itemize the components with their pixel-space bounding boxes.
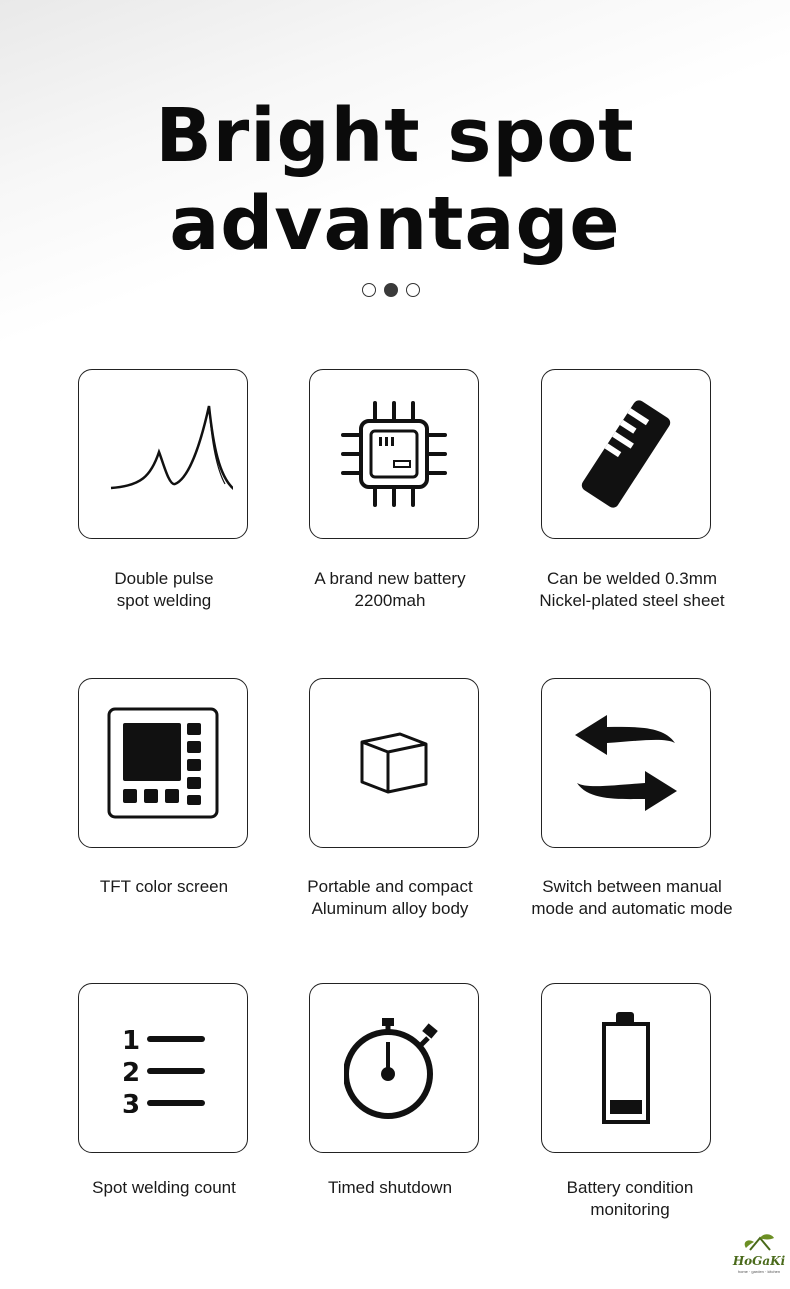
feature-card-spot-count — [78, 983, 248, 1153]
battery-low-icon — [596, 1010, 656, 1126]
caption-line: TFT color screen — [99, 877, 229, 896]
svg-text:2: 2 — [122, 1058, 141, 1088]
tft-screen-icon — [107, 707, 219, 819]
svg-text:1: 1 — [122, 1026, 141, 1056]
feature-caption-battery — [270, 568, 510, 612]
headline-line-1: Bright spot — [155, 93, 635, 179]
headline-line-2: advantage — [169, 181, 621, 267]
feature-card-battery — [309, 369, 479, 539]
feature-card-cube — [309, 678, 479, 848]
feature-caption-spot-count — [44, 1177, 284, 1199]
feature-card-timed-shutdown — [309, 983, 479, 1153]
carousel-pager — [362, 283, 420, 297]
feature-caption-battery-monitor — [510, 1177, 750, 1221]
feature-caption-tft-screen — [44, 876, 284, 898]
feature-card-battery-monitor — [541, 983, 711, 1153]
logo-brand-text: HoGaKi — [732, 1254, 786, 1268]
feature-card-ruler — [541, 369, 711, 539]
caption-line: spot welding — [116, 591, 212, 610]
caption-line: Nickel-plated steel sheet — [539, 591, 725, 610]
caption-line: Double pulse — [114, 569, 214, 588]
page-headline — [0, 92, 790, 268]
feature-caption-switch-mode — [512, 876, 752, 920]
caption-line: Timed shutdown — [327, 1178, 453, 1197]
stopwatch-icon — [344, 1016, 444, 1120]
feature-caption-ruler — [512, 568, 752, 612]
caption-line: 2200mah — [354, 591, 426, 610]
pager-dot[interactable] — [406, 283, 420, 297]
leaf-house-icon — [730, 1232, 788, 1254]
ruler-icon — [571, 399, 681, 509]
brand-logo — [730, 1232, 788, 1278]
caption-line: Aluminum alloy body — [311, 899, 469, 918]
caption-line: Can be welded 0.3mm — [546, 569, 718, 588]
cube-icon — [358, 730, 430, 796]
caption-line: A brand new battery — [314, 569, 466, 588]
svg-text:3: 3 — [122, 1090, 141, 1113]
caption-line: Switch between manual — [542, 877, 722, 896]
feature-card-tft-screen — [78, 678, 248, 848]
caption-line: Spot welding count — [92, 1178, 236, 1197]
logo-tagline: home · garden · kitchen — [737, 1269, 781, 1274]
caption-line: Battery condition — [566, 1178, 694, 1197]
chip-battery-icon — [339, 399, 449, 509]
caption-line: monitoring — [590, 1200, 670, 1219]
feature-caption-double-pulse — [44, 568, 284, 612]
numbered-list-icon — [118, 1023, 208, 1113]
double-pulse-wave-icon — [93, 404, 233, 504]
feature-card-switch-mode — [541, 678, 711, 848]
caption-line: mode and automatic mode — [531, 899, 733, 918]
feature-caption-timed-shutdown — [270, 1177, 510, 1199]
pager-dot-active[interactable] — [384, 283, 398, 297]
feature-card-double-pulse — [78, 369, 248, 539]
switch-arrows-icon — [571, 713, 681, 813]
caption-line: Portable and compact — [307, 877, 473, 896]
feature-caption-cube — [270, 876, 510, 920]
pager-dot[interactable] — [362, 283, 376, 297]
